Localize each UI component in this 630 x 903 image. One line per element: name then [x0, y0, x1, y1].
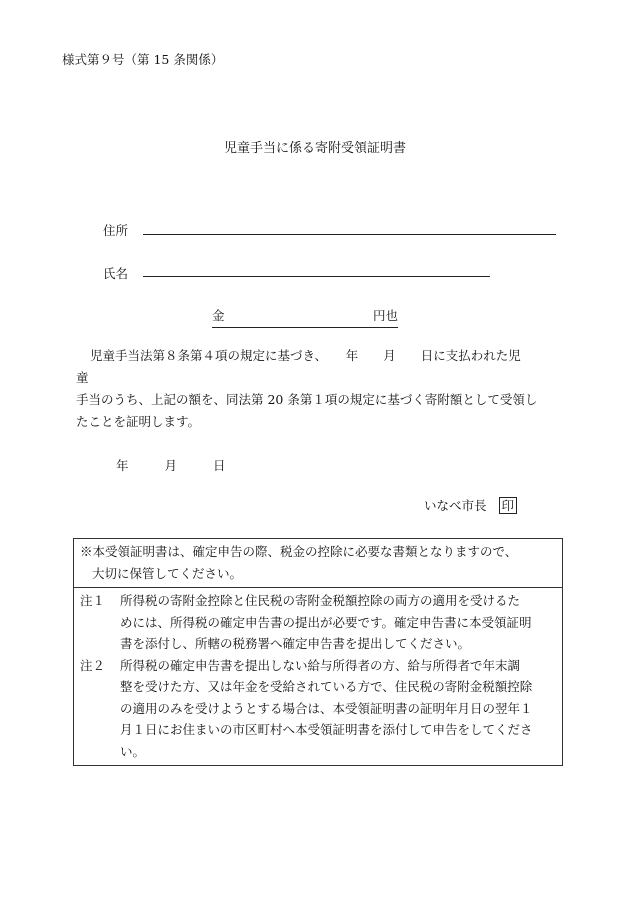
issuer-name: いなべ市長: [424, 498, 487, 513]
note-2-line-5: い。: [120, 743, 146, 759]
seal-stamp: 印: [499, 497, 518, 514]
body-line-2: 童: [76, 370, 89, 385]
document-title: 児童手当に係る寄附受領証明書: [223, 141, 406, 156]
certification-text: [76, 345, 576, 433]
note-1-line-1: 所得税の寄附金控除と住民税の寄附金税額控除の両方の適用を受けるた: [120, 593, 521, 608]
note-2-line-4: 月１日にお住まいの市区町村へ本受領証明書を添付して申告をしてくださ: [120, 722, 533, 737]
note-2-line-2: 整を受けた方、又は年金を受給されている方で、住民税の寄附金税額控除: [120, 679, 533, 694]
name-field-line[interactable]: [143, 276, 490, 277]
amount-prefix: 金: [212, 308, 225, 323]
note-2: [80, 655, 556, 763]
amount-field[interactable]: [212, 306, 398, 328]
date-year: 年: [116, 458, 129, 473]
notes-box: [73, 538, 563, 766]
amount-suffix: 円也: [372, 308, 398, 323]
address-label: 住所: [103, 223, 129, 238]
notice-line-2: 大切に保管してください。: [92, 565, 243, 581]
name-label: 氏名: [103, 266, 129, 281]
body-line-3: 手当のうち、上記の額を、同法第 20 条第１項の規定に基づく寄附額として受領し: [76, 392, 538, 407]
address-field-line[interactable]: [143, 234, 556, 235]
date-day: 日: [212, 458, 226, 473]
notice-line-1: ※本受領証明書は、確定申告の際、税金の控除に必要な書類となりますので、: [80, 544, 518, 559]
body-line-1: 児童手当法第８条第４項の規定に基づき、 年 月 日に支払われた児: [90, 348, 521, 363]
notes-section: [74, 587, 562, 765]
note-1: [80, 590, 556, 655]
certification-date[interactable]: [116, 456, 225, 474]
note-2-line-1: 所得税の確定申告書を提出しない給与所得者の方、給与所得者で年末調: [120, 657, 521, 673]
note-1-mark: 注１: [80, 593, 106, 608]
issuer: [424, 496, 517, 514]
note-2-mark: 注２: [80, 657, 106, 673]
body-line-4: たことを証明します。: [76, 414, 201, 429]
note-2-line-3: の適用のみを受けようとする場合は、本受領証明書の証明年月日の翌年１: [120, 700, 533, 716]
notice-section: [74, 539, 562, 587]
note-1-line-3: 書を添付し、所轄の税務署へ確定申告書を提出してください。: [120, 636, 471, 651]
note-1-line-2: めには、所得税の確定申告書の提出が必要です。確定申告書に本受領証明: [120, 614, 532, 630]
form-number: 様式第９号（第 15 条関係）: [62, 52, 224, 67]
date-month: 月: [164, 458, 177, 473]
